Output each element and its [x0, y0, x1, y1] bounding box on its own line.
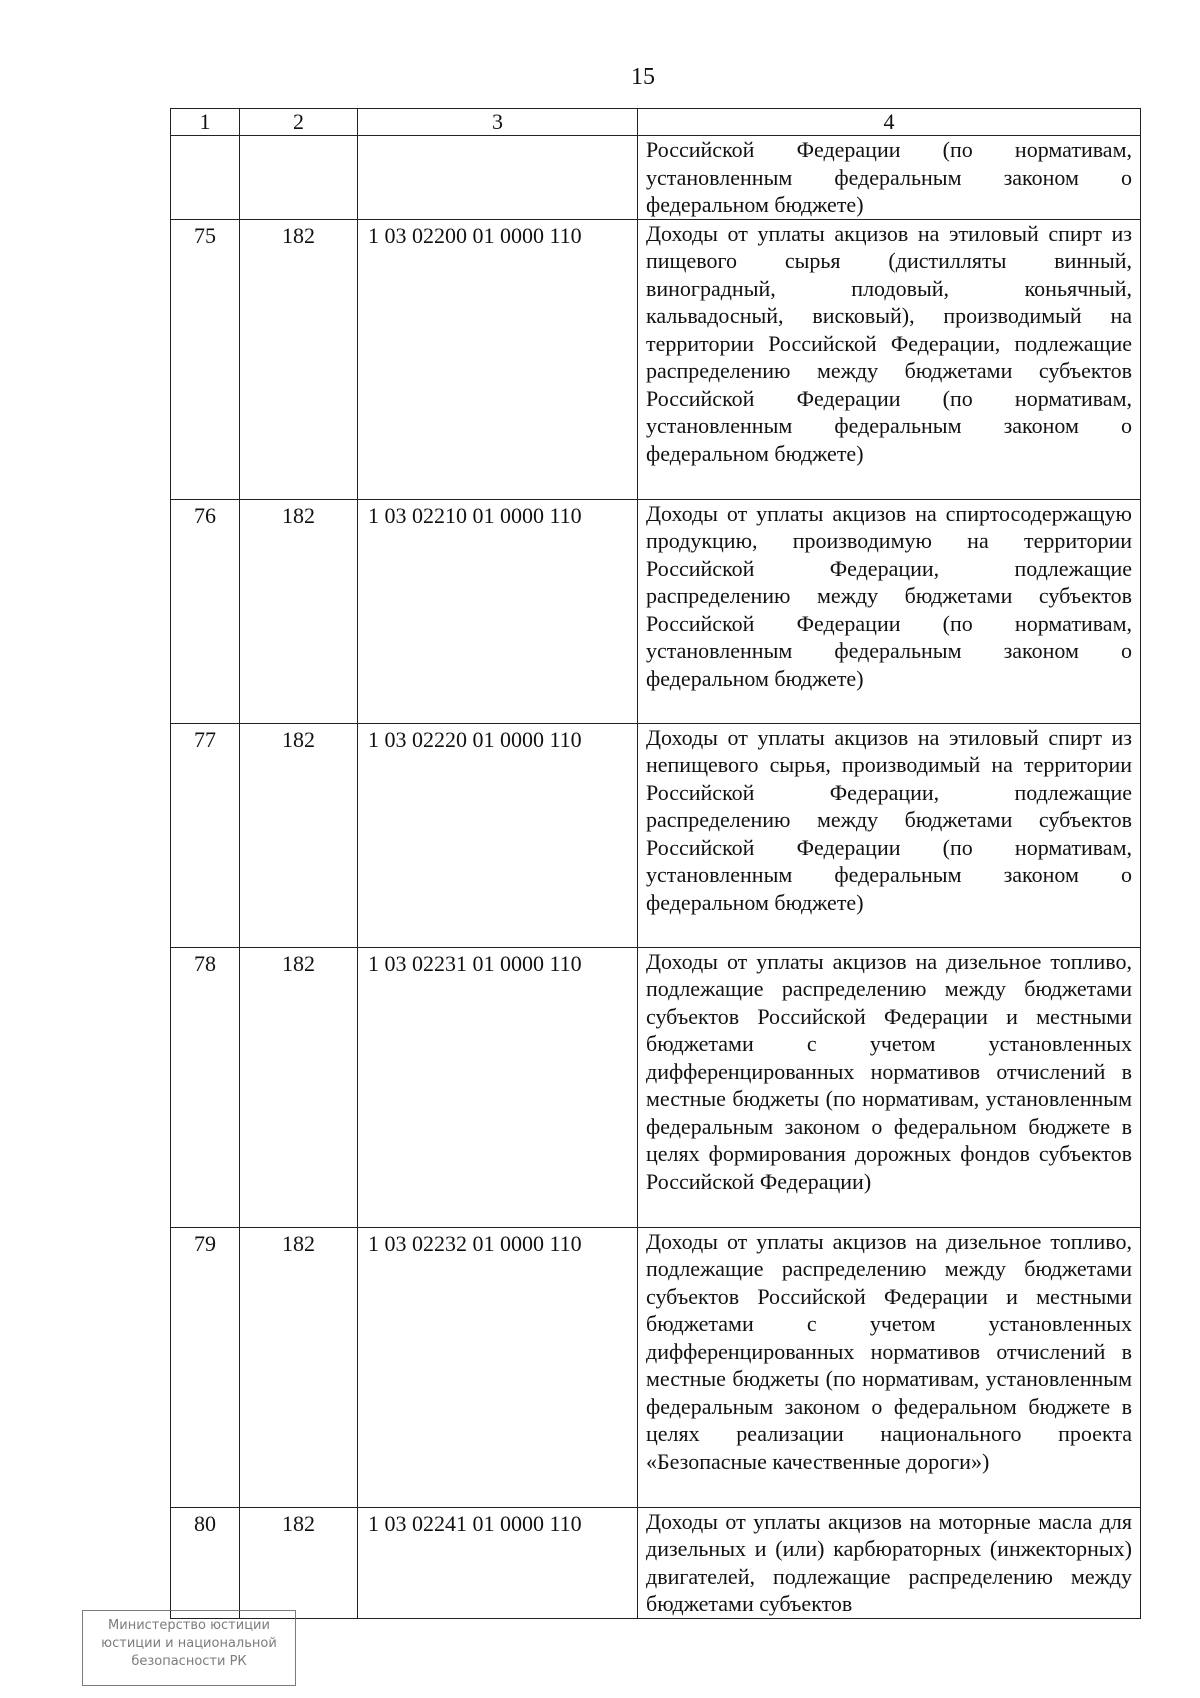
row-number: 80 — [171, 1507, 240, 1618]
budget-revenue-table — [170, 108, 1141, 1619]
budget-class-code: 1 03 02210 01 0000 110 — [358, 499, 638, 723]
table-row — [171, 723, 1141, 947]
table-row — [171, 1227, 1141, 1507]
revenue-description: Российской Федерации (по нормативам, установленным федеральным законом о федеральном бюджете) — [638, 136, 1141, 220]
stamp-line: юстиции и национальной — [101, 1636, 277, 1651]
stamp-line: безопасности РК — [131, 1654, 247, 1669]
table-row — [171, 136, 1141, 220]
row-number: 77 — [171, 723, 240, 947]
budget-class-code: 1 03 02232 01 0000 110 — [358, 1227, 638, 1507]
row-number: 78 — [171, 947, 240, 1227]
table-row — [171, 1507, 1141, 1618]
admin-code: 182 — [240, 1227, 358, 1507]
header-col-2: 2 — [240, 109, 358, 136]
table-row — [171, 947, 1141, 1227]
header-col-3: 3 — [358, 109, 638, 136]
budget-class-code — [358, 136, 638, 220]
table-header-row — [171, 109, 1141, 136]
row-number — [171, 136, 240, 220]
admin-code — [240, 136, 358, 220]
revenue-description: Доходы от уплаты акцизов на дизельное топливо, подлежащие распределению между бюджетами субъектов Российской Федерации и местными бюджетами с учетом установленных дифференцированных нормативов отчислений в местные бюджеты (по нормативам, установленным федеральным законом о федеральном бюджете в целях реализации национального проекта «Безопасные качественные дороги») — [638, 1227, 1141, 1507]
row-number: 76 — [171, 499, 240, 723]
budget-class-code: 1 03 02241 01 0000 110 — [358, 1507, 638, 1618]
table-row — [171, 219, 1141, 499]
admin-code: 182 — [240, 947, 358, 1227]
table-row — [171, 499, 1141, 723]
row-number: 75 — [171, 219, 240, 499]
budget-class-code: 1 03 02231 01 0000 110 — [358, 947, 638, 1227]
registration-stamp — [82, 1610, 296, 1686]
admin-code: 182 — [240, 1507, 358, 1618]
revenue-description: Доходы от уплаты акцизов на этиловый спирт из непищевого сырья, производимый на территории Российской Федерации, подлежащие распределению между бюджетами субъектов Российской Федерации (по нормативам, установленным федеральным законом о федеральном бюджете) — [638, 723, 1141, 947]
stamp-line: Министерство юстиции — [108, 1618, 270, 1633]
revenue-description: Доходы от уплаты акцизов на этиловый спирт из пищевого сырья (дистилляты винный, виноградный, плодовый, коньячный, кальвадосный, висковый), производимый на территории Российской Федерации, подлежащие распределению между бюджетами субъектов Российской Федерации (по нормативам, установленным федеральным законом о федеральном бюджете) — [638, 219, 1141, 499]
budget-class-code: 1 03 02200 01 0000 110 — [358, 219, 638, 499]
revenue-description: Доходы от уплаты акцизов на спиртосодержащую продукцию, производимую на территории Российской Федерации, подлежащие распределению между бюджетами субъектов Российской Федерации (по нормативам, установленным федеральным законом о федеральном бюджете) — [638, 499, 1141, 723]
admin-code: 182 — [240, 499, 358, 723]
budget-class-code: 1 03 02220 01 0000 110 — [358, 723, 638, 947]
header-col-4: 4 — [638, 109, 1141, 136]
page-number: 15 — [631, 64, 655, 90]
revenue-description: Доходы от уплаты акцизов на дизельное топливо, подлежащие распределению между бюджетами субъектов Российской Федерации и местными бюджетами с учетом установленных дифференцированных нормативов отчислений в местные бюджеты (по нормативам, установленным федеральным законом о федеральном бюджете в целях формирования дорожных фондов субъектов Российской Федерации) — [638, 947, 1141, 1227]
header-col-1: 1 — [171, 109, 240, 136]
revenue-description: Доходы от уплаты акцизов на моторные масла для дизельных и (или) карбюраторных (инжекторных) двигателей, подлежащие распределению между бюджетами субъектов — [638, 1507, 1141, 1618]
admin-code: 182 — [240, 219, 358, 499]
admin-code: 182 — [240, 723, 358, 947]
row-number: 79 — [171, 1227, 240, 1507]
